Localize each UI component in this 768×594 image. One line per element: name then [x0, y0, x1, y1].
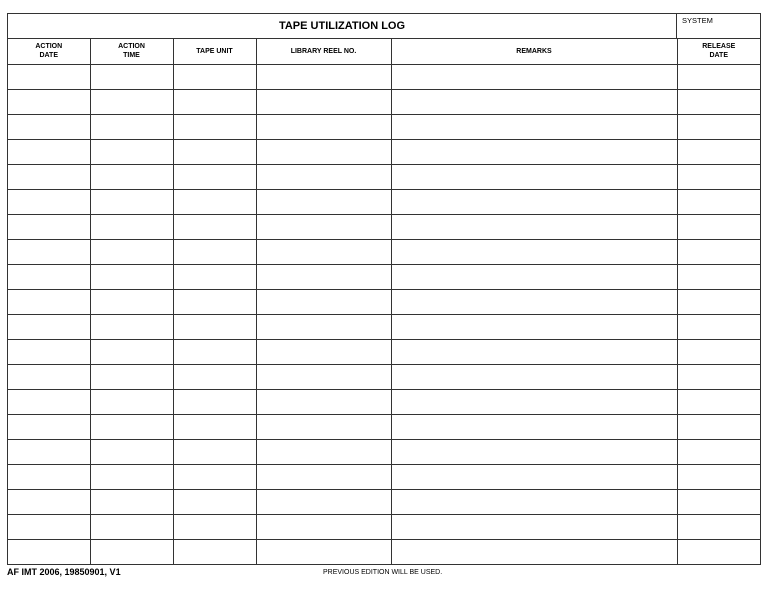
tape-unit-cell[interactable]: [173, 264, 256, 289]
action-time-cell[interactable]: [90, 539, 173, 564]
table-row: [8, 64, 760, 89]
table-row: [8, 464, 760, 489]
remarks-cell[interactable]: [391, 164, 677, 189]
release-date-cell[interactable]: [677, 339, 760, 364]
release-date-cell[interactable]: [677, 64, 760, 89]
remarks-cell[interactable]: [391, 414, 677, 439]
action-time-cell[interactable]: [90, 289, 173, 314]
library-reel-no-cell[interactable]: [256, 314, 391, 339]
log-body: [8, 64, 760, 564]
release-date-cell[interactable]: [677, 289, 760, 314]
library-reel-no-cell[interactable]: [256, 264, 391, 289]
release-date-cell[interactable]: [677, 514, 760, 539]
release-date-cell[interactable]: [677, 89, 760, 114]
title-row: [8, 14, 760, 39]
release-date-cell[interactable]: [677, 539, 760, 564]
action-time-cell[interactable]: [90, 239, 173, 264]
remarks-cell[interactable]: [391, 539, 677, 564]
tape-unit-cell[interactable]: [173, 189, 256, 214]
action-date-cell[interactable]: [8, 514, 90, 539]
table-row: [8, 164, 760, 189]
action-date-cell[interactable]: [8, 64, 90, 89]
action-date-cell[interactable]: [8, 289, 90, 314]
header-line: DATE: [39, 52, 59, 60]
action-time-cell[interactable]: [90, 89, 173, 114]
action-time-cell[interactable]: [90, 114, 173, 139]
action-date-cell[interactable]: [8, 264, 90, 289]
action-time-cell[interactable]: [90, 389, 173, 414]
action-time-cell[interactable]: [90, 414, 173, 439]
table-row: [8, 89, 760, 114]
release-date-cell[interactable]: [677, 239, 760, 264]
remarks-cell[interactable]: [391, 239, 677, 264]
system-field[interactable]: [676, 14, 760, 38]
library-reel-no-cell[interactable]: [256, 164, 391, 189]
action-date-cell[interactable]: [8, 464, 90, 489]
action-time-cell[interactable]: [90, 314, 173, 339]
header-line: TAPE UNIT: [196, 47, 233, 55]
tape-unit-cell[interactable]: [173, 439, 256, 464]
action-time-cell[interactable]: [90, 64, 173, 89]
remarks-cell[interactable]: [391, 364, 677, 389]
action-date-cell[interactable]: [8, 389, 90, 414]
edition-note: PREVIOUS EDITION WILL BE USED.: [323, 569, 443, 576]
table-row: [8, 339, 760, 364]
table-row: [8, 239, 760, 264]
table-row: [8, 114, 760, 139]
remarks-cell[interactable]: [391, 389, 677, 414]
tape-unit-cell[interactable]: [173, 539, 256, 564]
release-date-cell[interactable]: [677, 139, 760, 164]
action-date-cell[interactable]: [8, 539, 90, 564]
table-row: [8, 214, 760, 239]
tape-unit-cell[interactable]: [173, 514, 256, 539]
remarks-cell[interactable]: [391, 64, 677, 89]
tape-unit-cell[interactable]: [173, 239, 256, 264]
action-time-cell[interactable]: [90, 439, 173, 464]
library-reel-no-cell[interactable]: [256, 64, 391, 89]
action-date-cell[interactable]: [8, 239, 90, 264]
header-line: ACTION: [118, 43, 145, 51]
tape-unit-cell[interactable]: [173, 314, 256, 339]
remarks-cell[interactable]: [391, 189, 677, 214]
action-date-cell[interactable]: [8, 439, 90, 464]
release-date-cell[interactable]: [677, 314, 760, 339]
header-row: [8, 39, 760, 64]
action-date-cell[interactable]: [8, 364, 90, 389]
remarks-cell[interactable]: [391, 264, 677, 289]
action-time-cell[interactable]: [90, 489, 173, 514]
tape-utilization-log-form: [7, 13, 761, 565]
header-action-time: [90, 39, 173, 64]
action-date-cell[interactable]: [8, 189, 90, 214]
release-date-cell[interactable]: [677, 439, 760, 464]
tape-unit-cell[interactable]: [173, 414, 256, 439]
library-reel-no-cell[interactable]: [256, 364, 391, 389]
tape-unit-cell[interactable]: [173, 114, 256, 139]
library-reel-no-cell[interactable]: [256, 114, 391, 139]
action-time-cell[interactable]: [90, 339, 173, 364]
table-row: [8, 489, 760, 514]
release-date-cell[interactable]: [677, 189, 760, 214]
remarks-cell[interactable]: [391, 339, 677, 364]
table-row: [8, 189, 760, 214]
table-row: [8, 289, 760, 314]
remarks-cell[interactable]: [391, 314, 677, 339]
action-time-cell[interactable]: [90, 264, 173, 289]
library-reel-no-cell[interactable]: [256, 239, 391, 264]
tape-unit-cell[interactable]: [173, 464, 256, 489]
remarks-cell[interactable]: [391, 514, 677, 539]
remarks-cell[interactable]: [391, 489, 677, 514]
action-date-cell[interactable]: [8, 114, 90, 139]
library-reel-no-cell[interactable]: [256, 339, 391, 364]
release-date-cell[interactable]: [677, 364, 760, 389]
remarks-cell[interactable]: [391, 139, 677, 164]
tape-unit-cell[interactable]: [173, 139, 256, 164]
table-row: [8, 139, 760, 164]
header-tape-unit: [173, 39, 256, 64]
action-date-cell[interactable]: [8, 139, 90, 164]
header-line: RELEASE: [702, 43, 736, 51]
tape-unit-cell[interactable]: [173, 389, 256, 414]
table-row: [8, 439, 760, 464]
release-date-cell[interactable]: [677, 114, 760, 139]
tape-unit-cell[interactable]: [173, 89, 256, 114]
table-row: [8, 539, 760, 564]
header-line: REMARKS: [516, 47, 552, 55]
tape-unit-cell[interactable]: [173, 64, 256, 89]
action-time-cell[interactable]: [90, 464, 173, 489]
header-remarks: [391, 39, 677, 64]
header-line: ACTION: [35, 43, 63, 51]
release-date-cell[interactable]: [677, 214, 760, 239]
release-date-cell[interactable]: [677, 264, 760, 289]
form-id: AF IMT 2006, 19850901, V1: [7, 567, 121, 577]
tape-unit-cell[interactable]: [173, 164, 256, 189]
remarks-cell[interactable]: [391, 289, 677, 314]
header-release-date: [677, 39, 760, 64]
library-reel-no-cell[interactable]: [256, 289, 391, 314]
remarks-cell[interactable]: [391, 214, 677, 239]
action-time-cell[interactable]: [90, 514, 173, 539]
action-date-cell[interactable]: [8, 164, 90, 189]
table-row: [8, 364, 760, 389]
action-date-cell[interactable]: [8, 414, 90, 439]
release-date-cell[interactable]: [677, 164, 760, 189]
action-time-cell[interactable]: [90, 214, 173, 239]
table-row: [8, 264, 760, 289]
header-action-date: [8, 39, 90, 64]
log-table: [8, 39, 760, 564]
action-date-cell[interactable]: [8, 339, 90, 364]
remarks-cell[interactable]: [391, 439, 677, 464]
action-date-cell[interactable]: [8, 489, 90, 514]
table-row: [8, 414, 760, 439]
remarks-cell[interactable]: [391, 114, 677, 139]
action-time-cell[interactable]: [90, 164, 173, 189]
action-date-cell[interactable]: [8, 89, 90, 114]
release-date-cell[interactable]: [677, 464, 760, 489]
tape-unit-cell[interactable]: [173, 214, 256, 239]
action-date-cell[interactable]: [8, 214, 90, 239]
table-row: [8, 514, 760, 539]
library-reel-no-cell[interactable]: [256, 389, 391, 414]
tape-unit-cell[interactable]: [173, 364, 256, 389]
library-reel-no-cell[interactable]: [256, 514, 391, 539]
table-row: [8, 389, 760, 414]
remarks-cell[interactable]: [391, 89, 677, 114]
release-date-cell[interactable]: [677, 389, 760, 414]
library-reel-no-cell[interactable]: [256, 439, 391, 464]
action-time-cell[interactable]: [90, 364, 173, 389]
header-line: DATE: [709, 52, 729, 60]
action-time-cell[interactable]: [90, 139, 173, 164]
release-date-cell[interactable]: [677, 414, 760, 439]
system-label: SYSTEM: [682, 16, 713, 25]
library-reel-no-cell[interactable]: [256, 539, 391, 564]
table-row: [8, 314, 760, 339]
header-line: TIME: [123, 52, 140, 60]
library-reel-no-cell[interactable]: [256, 214, 391, 239]
header-line: LIBRARY REEL NO.: [290, 47, 357, 55]
remarks-cell[interactable]: [391, 464, 677, 489]
library-reel-no-cell[interactable]: [256, 89, 391, 114]
action-time-cell[interactable]: [90, 189, 173, 214]
library-reel-no-cell[interactable]: [256, 139, 391, 164]
library-reel-no-cell[interactable]: [256, 464, 391, 489]
action-date-cell[interactable]: [8, 314, 90, 339]
tape-unit-cell[interactable]: [173, 489, 256, 514]
form-title: TAPE UTILIZATION LOG: [278, 20, 406, 32]
library-reel-no-cell[interactable]: [256, 489, 391, 514]
release-date-cell[interactable]: [677, 489, 760, 514]
tape-unit-cell[interactable]: [173, 289, 256, 314]
header-library-reel-no: [256, 39, 391, 64]
library-reel-no-cell[interactable]: [256, 414, 391, 439]
library-reel-no-cell[interactable]: [256, 189, 391, 214]
tape-unit-cell[interactable]: [173, 339, 256, 364]
